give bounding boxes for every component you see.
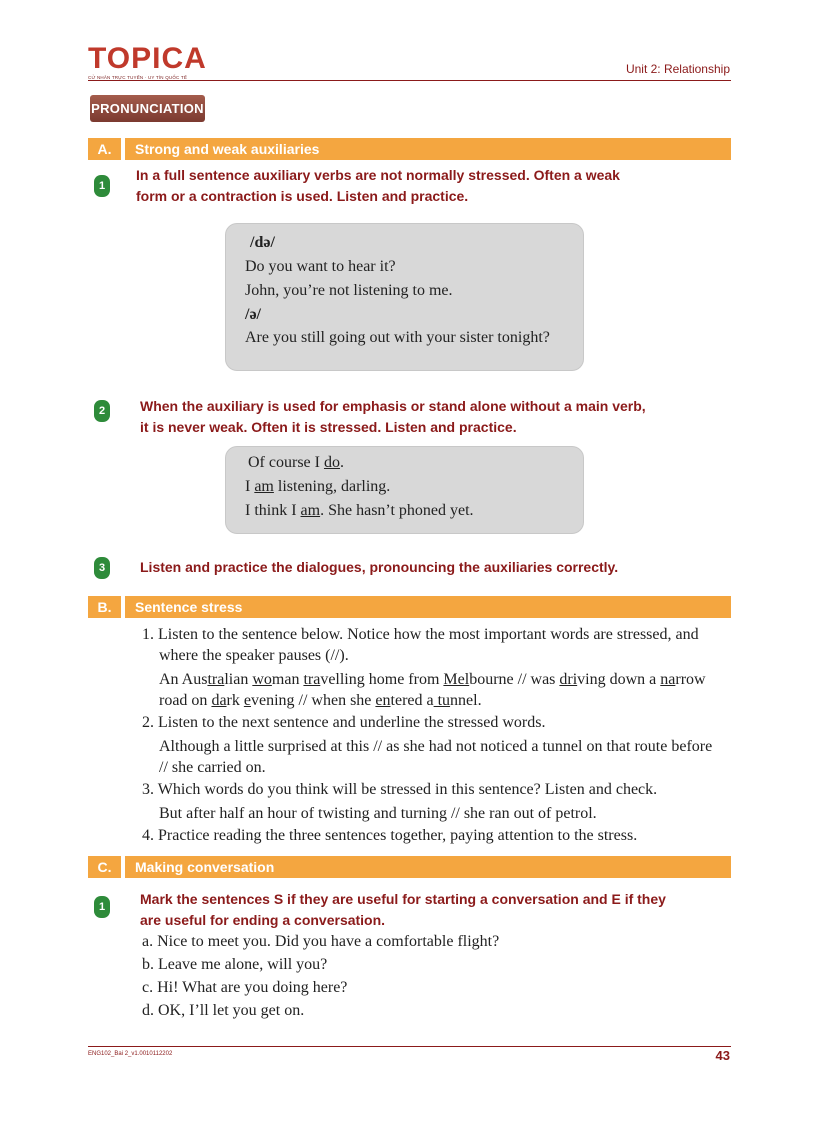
item-number-badge: 1 (94, 896, 110, 918)
phonetic-weak-do: /də/ (250, 234, 275, 251)
example-line: John, you’re not listening to me. (245, 282, 453, 299)
pronunciation-badge: PRONUNCIATION (90, 95, 205, 122)
doc-code: ENG102_Bai 2_v1.0010112202 (88, 1051, 173, 1057)
option-item: c. Hi! What are you doing here? (142, 979, 348, 996)
option-item: a. Nice to meet you. Did you have a comfortable flight? (142, 933, 500, 950)
item-number-badge: 2 (94, 400, 110, 422)
footer-divider (88, 1046, 731, 1047)
example-line: I am listening, darling. (245, 478, 391, 495)
header-divider (88, 80, 731, 81)
list-item: 4. Practice reading the three sentences together, paying attention to the stress. (142, 827, 638, 844)
phonetic-schwa: /ə/ (245, 306, 261, 323)
unit-title: Unit 2: Relationship (625, 62, 730, 76)
instruction: Mark the sentences S if they are useful for starting a conversation and E if they are useful for ending a conversation. (140, 891, 666, 928)
section-title: Making conversation (135, 859, 275, 875)
example-line: Of course I do. (248, 454, 344, 471)
section-c-header (88, 856, 731, 878)
item-number-badge: 3 (94, 557, 110, 579)
stress-example-cont: road on dark evening // when she entered a tunnel. (159, 692, 482, 709)
section-title: Strong and weak auxiliaries (135, 141, 320, 157)
list-item: 2. Listen to the next sentence and underline the stressed words. (142, 714, 546, 731)
section-letter: B. (88, 596, 121, 618)
instruction: Listen and practice the dialogues, pronouncing the auxiliaries correctly. (140, 559, 619, 575)
section-letter: A. (88, 138, 121, 160)
section-letter: C. (88, 856, 121, 878)
page-number: 43 (715, 1048, 730, 1063)
list-item: 3. Which words do you think will be stressed in this sentence? Listen and check. (142, 781, 658, 798)
logo-subtitle: CỬ NHÂN TRỰC TUYẾN · UY TÍN QUỐC TẾ (88, 75, 188, 80)
instruction: In a full sentence auxiliary verbs are not normally stressed. Often a weak form or a contraction is used. Listen and practice. (136, 167, 620, 204)
option-item: d. OK, I’ll let you get on. (142, 1002, 305, 1019)
option-list (142, 930, 742, 1022)
list-item-cont: where the speaker pauses (//). (159, 647, 349, 664)
topica-logo (88, 44, 208, 80)
list-item: 1. Listen to the sentence below. Notice how the most important words are stressed, and (142, 626, 699, 643)
example-line: Do you want to hear it? (245, 258, 396, 275)
example-line: I think I am. She hasn’t phoned yet. (245, 502, 474, 519)
section-title: Sentence stress (135, 599, 243, 615)
example-sentence-cont: // she carried on. (159, 759, 266, 776)
item-number-badge: 1 (94, 175, 110, 197)
example-box (225, 446, 584, 534)
logo-text: TOPICA (88, 42, 207, 75)
instruction: When the auxiliary is used for emphasis or stand alone without a main verb, it is never weak. Often it is stressed. Listen and practice. (140, 398, 646, 435)
option-item: b. Leave me alone, will you? (142, 956, 328, 973)
example-line: Are you still going out with your sister tonight? (245, 329, 550, 346)
example-box (225, 223, 584, 371)
stress-example: An Australian woman travelling home from Melbourne // was driving down a narrow (159, 671, 706, 688)
section-a-header (88, 138, 731, 160)
example-sentence: Although a little surprised at this // as she had not noticed a tunnel on that route before (159, 738, 713, 755)
example-sentence: But after half an hour of twisting and turning // she ran out of petrol. (159, 805, 597, 822)
section-b-header (88, 596, 731, 618)
numbered-list (142, 624, 742, 846)
